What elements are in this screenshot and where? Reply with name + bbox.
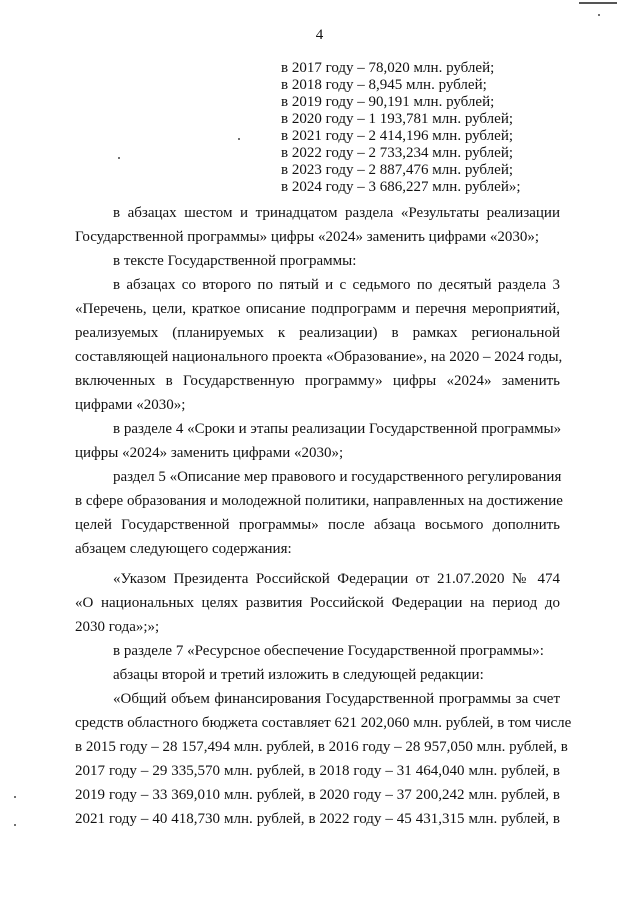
funding-line: в 2024 году – 3 686,227 млн. рублей»;: [281, 179, 521, 195]
paragraph-line: Государственной программы» цифры «2024» заменить цифрами «2030»;: [75, 229, 540, 245]
funding-line: в 2017 году – 78,020 млн. рублей;: [281, 60, 495, 76]
scan-speck: [238, 138, 240, 140]
paragraph-line: в 2015 году – 28 157,494 млн. рублей, в 2016 году – 28 957,050 млн. рублей, в: [75, 739, 568, 755]
funding-line: в 2019 году – 90,191 млн. рублей;: [281, 94, 495, 110]
scan-speck: [118, 157, 120, 159]
funding-line: в 2020 году – 1 193,781 млн. рублей;: [281, 111, 514, 127]
paragraph-line: в сфере образования и молодежной политики, направленных на достижение: [75, 493, 563, 509]
paragraph-line: средств областного бюджета составляет 621 202,060 млн. рублей, в том числе: [75, 715, 572, 731]
paragraph-line: абзацем следующего содержания:: [75, 541, 292, 557]
quote-line: «Указом Президента Российской Федерации от 21.07.2020 № 474: [113, 571, 560, 587]
paragraph-line: составляющей национального проекта «Образование», на 2020 – 2024 годы,: [75, 349, 563, 365]
paragraph-line: в тексте Государственной программы:: [113, 253, 357, 269]
scan-speck: [14, 824, 16, 826]
paragraph-line: «Общий объем финансирования Государственной программы за счет: [113, 691, 560, 707]
paragraph-line: «Перечень, цели, краткое описание подпрограмм и перечня мероприятий,: [75, 301, 560, 317]
funding-line: в 2023 году – 2 887,476 млн. рублей;: [281, 162, 514, 178]
paragraph-line: включенных в Государственную программу» цифры «2024» заменить: [75, 373, 560, 389]
paragraph-line: цифры «2024» заменить цифрами «2030»;: [75, 445, 344, 461]
quote-line: «О национальных целях развития Российской Федерации на период до: [75, 595, 560, 611]
paragraph-line: в разделе 4 «Сроки и этапы реализации Государственной программы»: [113, 421, 562, 437]
paragraph-line: абзацы второй и третий изложить в следующей редакции:: [113, 667, 484, 683]
paragraph-line: целей Государственной программы» после абзаца восьмого дополнить: [75, 517, 560, 533]
paragraph-line: 2021 году – 40 418,730 млн. рублей, в 2022 году – 45 431,315 млн. рублей, в: [75, 811, 560, 827]
scan-speck: [14, 796, 16, 798]
funding-line: в 2021 году – 2 414,196 млн. рублей;: [281, 128, 514, 144]
funding-line: в 2022 году – 2 733,234 млн. рублей;: [281, 145, 514, 161]
paragraph-line: в абзацах шестом и тринадцатом раздела «Результаты реализации: [113, 205, 560, 221]
paragraph-line: в абзацах со второго по пятый и с седьмого по десятый раздела 3: [113, 277, 560, 293]
scan-corner-mark: [579, 2, 617, 4]
quote-line: 2030 года»;»;: [75, 619, 160, 635]
paragraph-line: реализуемых (планируемых к реализации) в рамках региональной: [75, 325, 560, 341]
scan-speck: [598, 14, 600, 16]
paragraph-line: в разделе 7 «Ресурсное обеспечение Государственной программы»:: [113, 643, 544, 659]
page-number: 4: [315, 27, 324, 43]
funding-line: в 2018 году – 8,945 млн. рублей;: [281, 77, 487, 93]
paragraph-line: цифрами «2030»;: [75, 397, 186, 413]
paragraph-line: 2019 году – 33 369,010 млн. рублей, в 2020 году – 37 200,242 млн. рублей, в: [75, 787, 560, 803]
paragraph-line: раздел 5 «Описание мер правового и государственного регулирования: [113, 469, 562, 485]
paragraph-line: 2017 году – 29 335,570 млн. рублей, в 2018 году – 31 464,040 млн. рублей, в: [75, 763, 560, 779]
